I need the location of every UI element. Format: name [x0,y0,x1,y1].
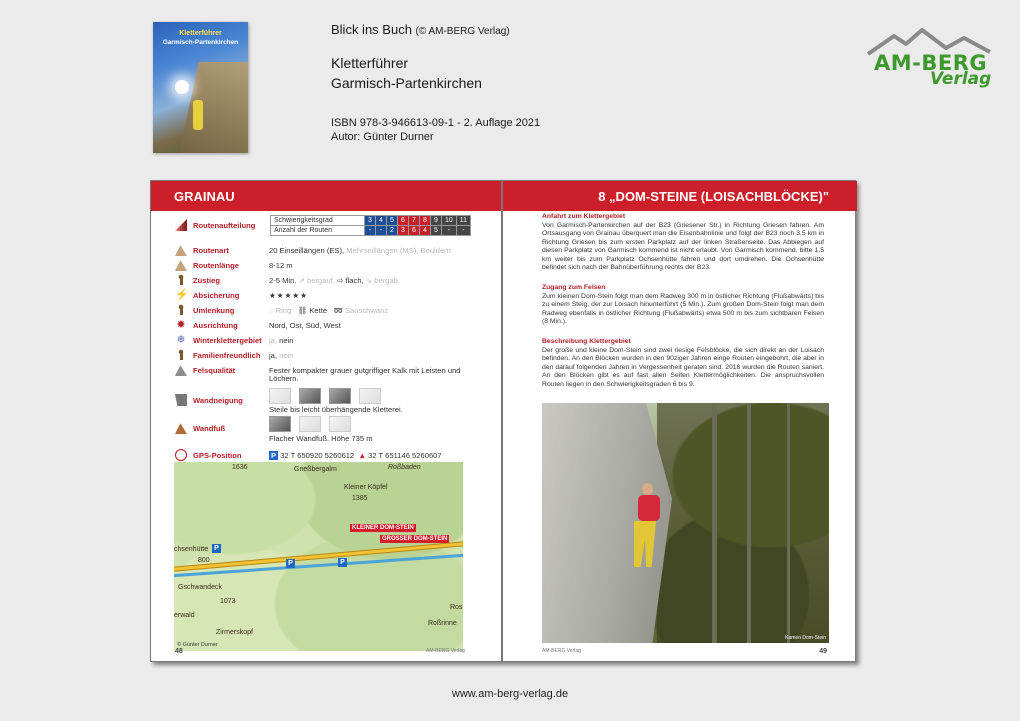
grade-cell: 3 [365,216,376,226]
row-label: Wandfuß [193,423,226,433]
grade-cell: 9 [431,216,442,226]
count-cell: 6 [409,226,420,236]
right-page-header-bar [503,181,857,211]
photo-tree [747,403,751,643]
row-value [269,351,294,360]
map-parking-icon[interactable]: P [212,544,221,553]
section-title: Anfahrt zum Klettergebiet [542,213,626,220]
wall-base-icon [175,422,187,434]
wall-base-thumb-active [269,416,291,432]
map-label: 1073 [220,598,236,605]
grade-row [271,216,471,226]
cover-sun [175,80,189,94]
row-umlenkung [175,303,388,317]
value-text: 20 Einseillängen (ES), [269,245,345,255]
map-copyright: © Günter Durner [177,642,218,648]
climber-photo [542,403,829,643]
row-value: ★★★★★ [269,290,309,300]
value-dim-text-2: Sauschwanz [345,305,389,315]
count-cell: 3 [398,226,409,236]
wandfuss-text: Flacher Wandfuß. Höhe 735 m [269,434,373,443]
grade-cell: 5 [387,216,398,226]
row-zustieg [175,273,398,287]
compass-icon: ✸ [176,319,186,331]
row-value: Nord, Ost, Süd, West [269,320,341,330]
grade-cell: 4 [376,216,387,226]
grade-cell: 7 [409,216,420,226]
area-map[interactable] [174,462,463,651]
wall-angle-thumb [269,388,291,404]
hiker-icon [175,274,187,286]
wall-angle-thumb-active [329,388,351,404]
section-body: Zum kleinen Dom-Stein folgt man dem Radweg 300 m in östlicher Richtung (Flußabwärts) bis zu einem Steig, der zur Loisach hinunterführt (5 Min.). Zum großen Dom-Stein folgt man dem Radweg ebenfalls in östlicher Richtung (Flußabwärts) etwa 500 m bis zum sichtbaren Felsen (8 Min.). [542,292,824,325]
gps-rock: 32 T 651146 5260607 [368,450,442,460]
value-dim-text-2: ⇘ bergab [365,275,398,285]
row-value [269,246,451,255]
row-label: Wandneigung [193,395,243,405]
wall-base-thumb [329,416,351,432]
row-gps [175,448,442,462]
map-tag-grosser-dom-stein[interactable]: GROSSER DOM-STEIN [382,536,448,542]
map-label: Grießbergalm [294,466,337,473]
book-title-line1: Kletterführer [331,55,409,71]
wall-angle-thumb-active [299,388,321,404]
section-title: Zugang zum Felsen [542,284,606,291]
snowflake-icon: ❄ [176,334,186,346]
count-cell: 5 [431,226,442,236]
wall-base-thumbs [269,416,351,432]
count-row [271,226,471,236]
row-wandneigung [175,393,269,407]
photo-climber-head [642,483,653,495]
photo-tree [787,403,790,643]
isbn-line: ISBN 978-3-946613-09-1 - 2. Auflage 2021 [331,117,541,129]
family-icon [175,349,187,361]
row-label: Routenart [193,245,229,255]
parking-icon: P [271,450,277,460]
rock-icon [175,364,187,376]
row-value [269,451,442,460]
grade-table [270,215,471,236]
anchor-icon [175,304,187,316]
row-value: Fester kompakter grauer gutgriffiger Kalk mit Leisten und [269,365,461,375]
footer-url[interactable]: www.am-berg-verlag.de [451,688,569,700]
map-label: 800 [198,557,210,564]
map-parking-icon[interactable]: P [286,559,295,568]
row-label: GPS-Position [193,450,242,460]
value-text: 2-5 Min. [269,275,297,285]
no-parking-icon [175,449,187,461]
grade-cell: 11 [456,216,470,226]
route-type-icon [175,244,187,256]
map-label: Roßbaden [388,464,421,471]
count-cell: - [376,226,387,236]
row-label: Ausrichtung [193,320,238,330]
felsqualitaet-line2: Löchern. [269,374,299,383]
row-familienfreundlich [175,348,294,362]
book-cover-image [153,22,248,153]
row-routenlaenge [175,258,293,272]
count-row-label: Anzahl der Routen [271,226,365,236]
left-page-header-bar [151,181,501,211]
photo-tree [712,403,717,643]
row-label: Umlenkung [193,305,235,315]
row-label: Routenaufteilung [193,220,256,230]
section-beschreibung [542,338,824,389]
row-value: 8-12 m [269,260,293,270]
row-label: Zustieg [193,275,221,285]
cover-rock [177,62,248,153]
map-label: 1636 [232,464,248,471]
count-cell: 2 [387,226,398,236]
author-line: Autor: Günter Durner [331,131,434,143]
cover-title1: Kletterführer [179,30,222,37]
wandneigung-text: Steile bis leicht überhängende Kletterei. [269,405,403,414]
photo-credit: Kamen Dom-Stein [785,635,826,641]
wall-angle-thumbs [269,388,381,404]
value-text: ja, [269,350,278,360]
am-berg-logo[interactable] [866,26,996,92]
book-spread [150,180,856,662]
bar-chart-icon [175,219,187,231]
grade-cell: 6 [398,216,409,226]
section-title: Beschreibung Klettergebiet [542,338,631,345]
grade-cell: 8 [420,216,431,226]
row-label: Winterklettergebiet [193,335,262,345]
count-cell: - [456,226,470,236]
row-label: Familienfreundlich [193,350,261,360]
left-page-publisher: AM-BERG Verlag [426,648,465,654]
left-page-header: GRAINAU [174,189,235,204]
chain-icon: ⛓ [297,305,310,315]
row-value [269,306,388,315]
row-value [269,336,294,345]
map-label: chsenhütte [174,546,209,553]
page-title [331,22,510,37]
map-parking-icon[interactable]: P [338,558,347,567]
ring-icon: ◌ [269,305,276,315]
right-page-publisher: AM-BERG Verlag [542,648,581,654]
row-routenart [175,243,451,257]
page-title-text: Blick ins Buch [331,22,412,37]
row-label: Felsqualität [193,365,236,375]
cover-climber [193,100,203,130]
row-winterklettergebiet [175,333,294,347]
gps-parking: 32 T 650920 5260612 [280,450,355,460]
pigtail-icon: ➿ [333,305,346,315]
row-wandfuss [175,421,269,435]
section-zugang [542,284,824,327]
book-spine [501,181,503,661]
map-label: Kleiner Köpfel [344,484,388,491]
count-cell: 4 [420,226,431,236]
rock-marker-icon: ▲ [358,450,367,460]
wall-angle-thumb [359,388,381,404]
row-label: Absicherung [193,290,240,300]
section-body: Der große und kleine Dom-Stein sind zwei riesige Felsblöcke, die sich direkt an der Loisach befinden. An den Blöcken wurden in den 90ziger Jahren einge Routen eingebohrt, die aber in den darauf folgenden Jahren in Vergessenheit geraten sind. 2016 wurden die Routen saniert. An den Blöcken gibt es auf fast allen Seiten Klettermöglichkeiten. Die anspruchsvollen Routen liegen in den Schwierigkeitsgraden 6 bis 9. [542,346,824,388]
map-label: 1385 [352,495,368,502]
bolt-icon: ⚡ [175,289,189,301]
cover-title2: Garmisch-Partenkirchen [162,39,239,46]
row-value [269,276,398,285]
value-text-2: ⇨ flach, [337,275,364,285]
section-anfahrt [542,213,824,273]
wall-base-thumb [299,416,321,432]
wall-angle-icon [175,394,187,406]
map-label: Roßrinne [428,620,457,627]
section-body: Von Garmisch-Partenkirchen auf der B23 (Griesener Str.) in Richtung Griesen fahren. Am Ortsausgang von Grainau überquert man die Eisenbahnlinie und folgt der B23 noch 3,5 km in Richtung Griesen bis zum ersten Parkplatz auf der linken Straßenseite. Das Abbiegen auf diesen Parkplatz von Garmisch kommend ist nicht erlaubt. Von Garmisch kommend, bitte 1,5 km weiter bis zum Parkplatz Ochsenhütte fahren und dort umdrehen. Die Ochsenhütte befindet sich nach der Bahnüberführung rechts der B23. [542,221,824,271]
value-dim-text: ja, [269,335,278,345]
value-dim-text: nein [279,350,294,360]
book-title-line2: Garmisch-Partenkirchen [331,75,482,91]
logo-line1: AM-BERG [874,51,988,75]
grade-row-label: Schwierigkeitsgrad [271,216,365,226]
logo-line2: Verlag [930,69,992,89]
value-dim-text: Ring [275,305,292,315]
value-text: nein [279,335,294,345]
photo-climber-shirt [638,495,660,521]
row-label: Routenlänge [193,260,239,270]
grade-cell: 10 [442,216,457,226]
right-page-number: 49 [819,648,827,655]
map-label: Gschwandeck [178,584,222,591]
row-routenaufteilung [175,218,269,232]
value-dim-text: Mehrseillängen (MS), Bouldern [346,245,451,255]
count-cell: - [442,226,457,236]
map-tag-kleiner-dom-stein[interactable]: KLEINER DOM-STEIN [352,525,414,531]
value-text: Kette [309,305,328,315]
map-label: Zirmerskopf [216,629,253,636]
value-dim-text: ⇗ bergauf, [298,275,335,285]
row-ausrichtung [175,318,341,332]
map-label: Ros [450,604,463,611]
row-absicherung [175,288,308,302]
map-label: erwald [174,612,195,619]
right-page-header: 8 „DOM-STEINE (LOISACHBLÖCKE)" [598,189,829,204]
page-title-copyright: (© AM-BERG Verlag) [415,26,510,37]
count-cell: - [365,226,376,236]
left-page-number: 48 [175,648,183,655]
route-length-icon [175,259,187,271]
row-felsqualitaet [175,363,460,377]
